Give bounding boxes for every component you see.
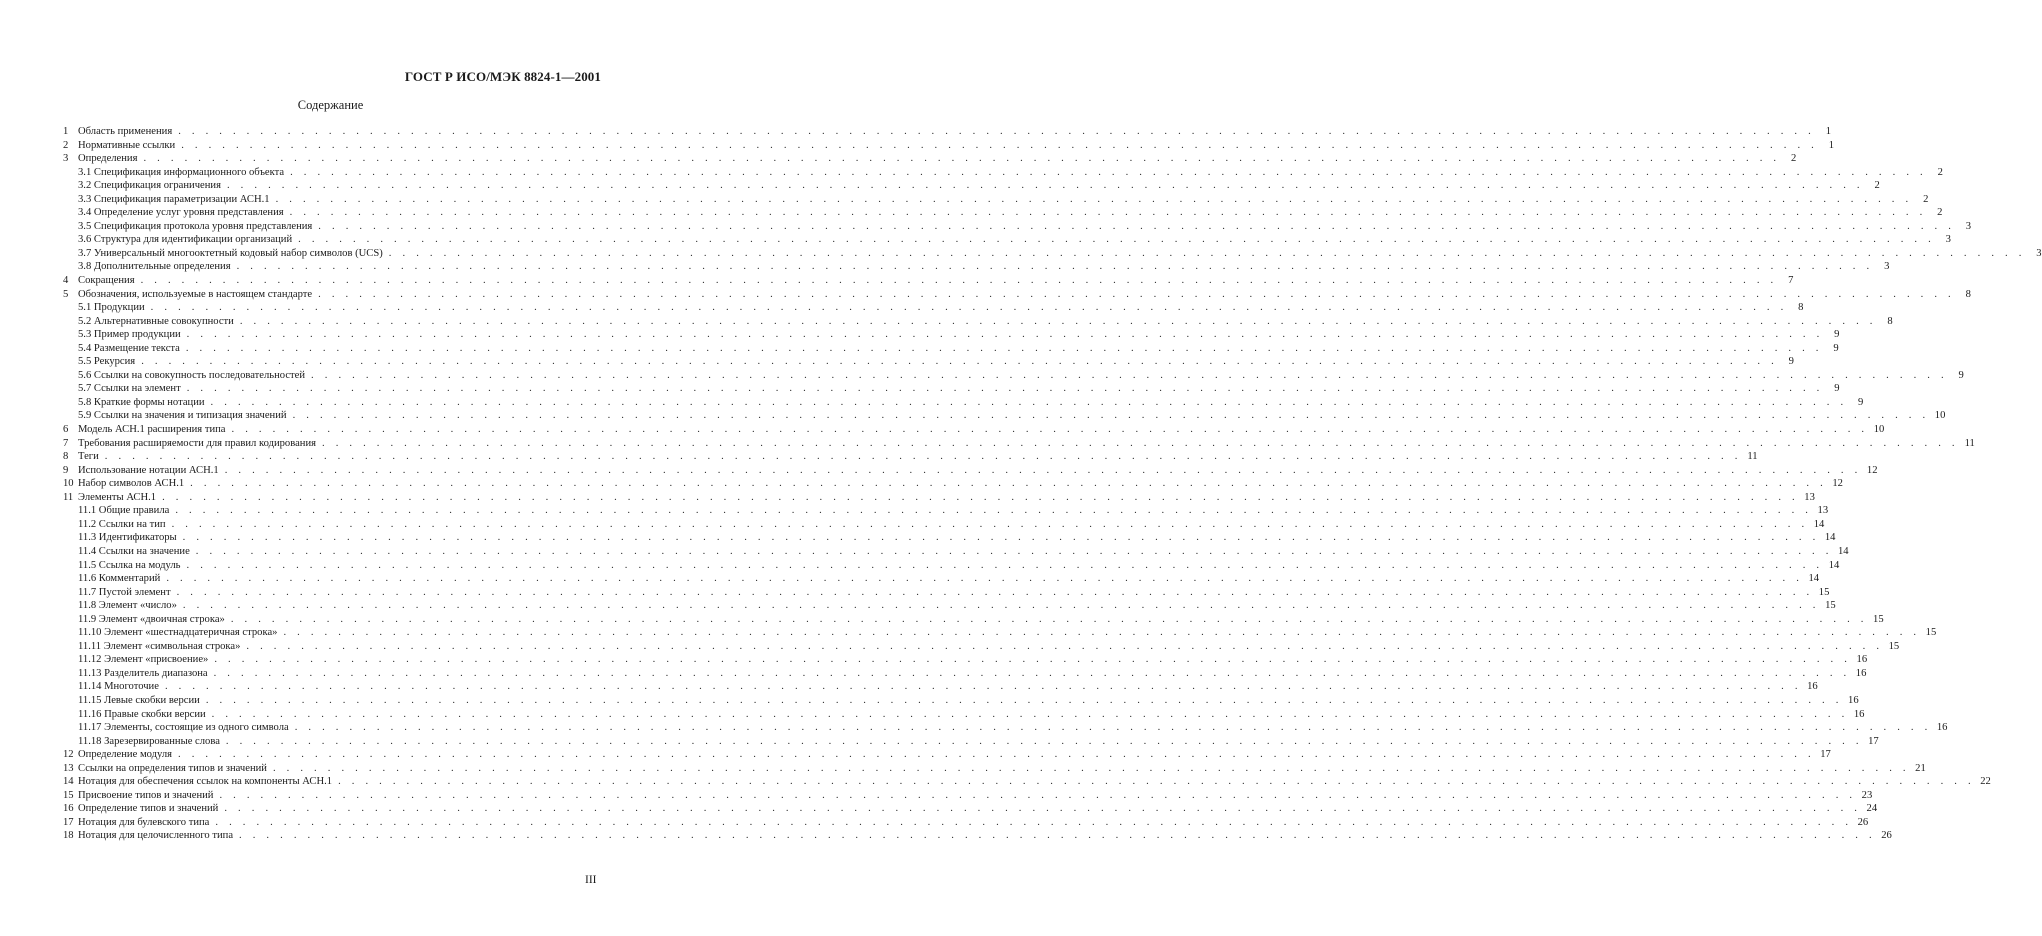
toc-entry-number: 16 [63,803,74,815]
toc-entry-page: 2 [1923,193,1929,205]
toc-entry-label: 11.4 Ссылки на значение [78,545,190,557]
toc-entry[interactable] [63,721,1948,735]
toc-entry-page: 3 [1965,220,1972,232]
toc-entry-page: 17 [1820,749,1831,761]
toc-entry[interactable] [63,667,1867,681]
dot-leader: . . . . . . . . . . . . . . . . . . . . . . . . . . . . . . . . . . . . . . . . . . . . . . . . . . . . . . . . . . . . . . . . . . . . . . . . . . . . . . . . . . . . . . . . . . . . . . . . . . . . . . . . . . . . . . . . . . . . . . . . [298,234,1935,246]
toc-entry-number: 7 [63,437,69,449]
dot-leader: . . . . . . . . . . . . . . . . . . . . . . . . . . . . . . . . . . . . . . . . . . . . . . . . . . . . . . . . . . . . . . . . . . . . . . . . . . . . . . . . . . . . . . . . . . . . . . . . . . . . . . . . . . . . . . . . . . . . . . . . [318,220,1956,232]
dot-leader: . . . . . . . . . . . . . . . . . . . . . . . . . . . . . . . . . . . . . . . . . . . . . . . . . . . . . . . . . . . . . . . . . . . . . . . . . . . . . . . . . . . . . . . . . . . . . . . . . . . . . . . . . . . . . . . . . . . . . . . . [182,532,1820,544]
dot-leader: . . . . . . . . . . . . . . . . . . . . . . . . . . . . . . . . . . . . . . . . . . . . . . . . . . . . . . . . . . . . . . . . . . . . . . . . . . . . . . . . . . . . . . . . . . . . . . . . . . . . . . . . . . . . . . . . . . . . . . . . [230,613,1868,625]
dot-leader: . . . . . . . . . . . . . . . . . . . . . . . . . . . . . . . . . . . . . . . . . . . . . . . . . . . . . . . . . . . . . . . . . . . . . . . . . . . . . . . . . . . . . . . . . . . . . . . . . . . . . . . . . . . . . . . . . . . . . . . . [186,559,1824,571]
dot-leader: . . . . . . . . . . . . . . . . . . . . . . . . . . . . . . . . . . . . . . . . . . . . . . . . . . . . . . . . . . . . . . . . . . . . . . . . . . . . . . . . . . . . . . . . . . . . . . . . . . . . . . . . . . . . . . . . . . . . . . . . [182,600,1820,612]
toc-entry[interactable] [63,599,1836,613]
toc-entry-page: 9 [1834,329,1840,341]
toc-entry-label: 11.3 Идентификаторы [78,532,177,544]
toc-entry[interactable] [63,125,1831,139]
toc-entry-label: 3.8 Дополнительные определения [78,261,231,273]
toc-entry-page: 16 [1848,694,1859,706]
toc-entry[interactable] [63,179,1880,193]
toc-entry-page: 17 [1868,735,1879,747]
toc-entry-label: 3.5 Спецификация протокола уровня представления [78,220,313,232]
toc-entry-label: 11.18 Зарезервированные слова [78,735,220,747]
dot-leader: . . . . . . . . . . . . . . . . . . . . . . . . . . . . . . . . . . . . . . . . . . . . . . . . . . . . . . . . . . . . . . . . . . . . . . . . . . . . . . . . . . . . . . . . . . . . . . . . . . . . . . . . . . . . . . . . . . . . . . . . [338,776,1975,788]
toc-entry-page: 11 [1747,451,1758,463]
toc-entry-label: 11.14 Многоточие [78,681,159,693]
dot-leader: . . . . . . . . . . . . . . . . . . . . . . . . . . . . . . . . . . . . . . . . . . . . . . . . . . . . . . . . . . . . . . . . . . . . . . . . . . . . . . . . . . . . . . . . . . . . . . . . . . . . . . . . . . . . . . . . . . . . . . . . [185,342,1823,354]
toc-entry-number: 18 [63,830,74,842]
toc-entry-page: 8 [1887,315,1893,327]
toc-entry[interactable] [63,396,1864,410]
toc-entry-label: 5.8 Краткие формы нотации [78,396,205,408]
dot-leader: . . . . . . . . . . . . . . . . . . . . . . . . . . . . . . . . . . . . . . . . . . . . . . . . . . . . . . . . . . . . . . . . . . . . . . . . . . . . . . . . . . . . . . . . . . . . . . . . . . . . . . . . . . . . . . . . . . . . . . . . [164,681,1802,693]
dot-leader: . . . . . . . . . . . . . . . . . . . . . . . . . . . . . . . . . . . . . . . . . . . . . . . . . . . . . . . . . . . . . . . . . . . . . . . . . . . . . . . . . . . . . . . . . . . . . . . . . . . . . . . . . . . . . . . . . . . . . . . . [213,667,1851,679]
dot-leader: . . . . . . . . . . . . . . . . . . . . . . . . . . . . . . . . . . . . . . . . . . . . . . . . . . . . . . . . . . . . . . . . . . . . . . . . . . . . . . . . . . . . . . . . . . . . . . . . . . . . . . . . . . . . . . . . . . . . . . . . [140,275,1778,287]
toc-entry-label: 11.15 Левые скобки версии [78,694,200,706]
toc-entry[interactable] [63,464,1878,478]
toc-entry[interactable] [63,220,1972,234]
dot-leader: . . . . . . . . . . . . . . . . . . . . . . . . . . . . . . . . . . . . . . . . . . . . . . . . . . . . . . . . . . . . . . . . . . . . . . . . . . . . . . . . . . . . . . . . . . . . . . . . . . . . . . . . . . . . . . . . . . . . . . . . [283,627,1921,639]
toc-entry[interactable] [63,775,1991,789]
toc-title: Содержание [297,98,364,112]
toc-entry-page: 12 [1832,478,1843,490]
toc-entry[interactable] [63,260,1890,274]
toc-entry-page: 2 [1874,180,1880,192]
toc-entry[interactable] [63,409,1946,423]
toc-entry-label: 5.6 Ссылки на совокупность последовательностей [78,369,306,381]
toc-entry[interactable] [63,802,1878,816]
toc-entry-label: 3.6 Структура для идентификации организаций [78,234,293,246]
toc-entry-page: 16 [1856,654,1868,666]
toc-entry-label: 11.7 Пустой элемент [78,586,171,598]
toc-entry-page: 8 [1965,288,1971,300]
toc-entry-number: 12 [63,749,74,761]
toc-entry-page: 15 [1825,600,1836,612]
toc-entry-page: 8 [1798,302,1804,314]
toc-entry-number: 9 [63,464,69,476]
toc-entry-page: 16 [1853,708,1865,720]
dot-leader: . . . . . . . . . . . . . . . . . . . . . . . . . . . . . . . . . . . . . . . . . . . . . . . . . . . . . . . . . . . . . . . . . . . . . . . . . . . . . . . . . . . . . . . . . . . . . . . . . . . . . . . . . . . . . . . . . . . . . . . . [150,302,1788,314]
toc-entry-page: 15 [1888,640,1900,652]
dot-leader: . . . . . . . . . . . . . . . . . . . . . . . . . . . . . . . . . . . . . . . . . . . . . . . . . . . . . . . . . . . . . . . . . . . . . . . . . . . . . . . . . . . . . . . . . . . . . . . . . . . . . . . . . . . . . . . . . . . . . . . . [231,424,1869,436]
toc-entry-label: Определение модуля [78,749,173,761]
toc-entry[interactable] [63,653,1868,667]
toc-entry[interactable] [63,586,1830,600]
dot-leader: . . . . . . . . . . . . . . . . . . . . . . . . . . . . . . . . . . . . . . . . . . . . . . . . . . . . . . . . . . . . . . . . . . . . . . . . . . . . . . . . . . . . . . . . . . . . . . . . . . . . . . . . . . . . . . . . . . . . . . . . [178,126,1815,137]
toc-entry-number: 8 [63,451,69,463]
dot-leader: . . . . . . . . . . . . . . . . . . . . . . . . . . . . . . . . . . . . . . . . . . . . . . . . . . . . . . . . . . . . . . . . . . . . . . . . . . . . . . . . . . . . . . . . . . . . . . . . . . . . . . . . . . . . . . . . . . . . . . . . [289,207,1927,219]
toc-entry-page: 9 [1858,396,1864,408]
toc-entry-label: Нотация для булевского типа [78,816,210,828]
toc-entry-page: 16 [1807,681,1818,693]
toc-entry-label: Теги [78,451,99,463]
dot-leader: . . . . . . . . . . . . . . . . . . . . . . . . . . . . . . . . . . . . . . . . . . . . . . . . . . . . . . . . . . . . . . . . . . . . . . . . . . . . . . . . . . . . . . . . . . . . . . . . . . . . . . . . . . . . . . . . . . . . . . . . [224,464,1862,476]
toc-entry-label: 5.4 Размещение текста [78,342,180,354]
toc-entry-label: 5.9 Ссылки на значения и типизация значений [78,410,287,422]
toc-entry[interactable] [63,518,1825,532]
dot-leader: . . . . . . . . . . . . . . . . . . . . . . . . . . . . . . . . . . . . . . . . . . . . . . . . . . . . . . . . . . . . . . . . . . . . . . . . . . . . . . . . . . . . . . . . . . . . . . . . . . . . . . . . . . . . . . . . . . . . . . . . [186,383,1824,395]
toc-entry[interactable] [63,748,1831,762]
toc-entry-label: 11.16 Правые скобки версии [78,708,206,720]
toc-entry-page: 22 [1980,776,1991,788]
toc-entry-number: 3 [63,153,69,165]
toc-entry-page: 14 [1837,545,1849,557]
toc-entry-label: Сокращения [78,275,135,287]
toc-entry-label: 11.11 Элемент «символьная строка» [78,640,241,652]
toc-entry[interactable] [63,626,1937,640]
toc-entry-page: 14 [1828,559,1840,571]
toc-entry[interactable] [63,531,1836,545]
toc-entry-number: 1 [63,126,69,137]
dot-leader: . . . . . . . . . . . . . . . . . . . . . . . . . . . . . . . . . . . . . . . . . . . . . . . . . . . . . . . . . . . . . . . . . . . . . . . . . . . . . . . . . . . . . . . . . . . . . . . . . . . . . . . . . . . . . . . . . . . . . . . . [272,762,1910,774]
table-of-contents [63,125,2042,843]
toc-entry-label: 11.12 Элемент «присвоение» [78,654,209,666]
toc-entry-number: 10 [63,478,74,490]
toc-entry[interactable] [63,504,1829,518]
toc-entry[interactable] [63,423,1885,437]
dot-leader: . . . . . . . . . . . . . . . . . . . . . . . . . . . . . . . . . . . . . . . . . . . . . . . . . . . . . . . . . . . . . . . . . . . . . . . . . . . . . . . . . . . . . . . . . . . . . . . . . . . . . . . . . . . . . . . . . . . . . . . . [311,369,1948,381]
toc-entry-number: 11 [63,491,74,503]
toc-entry-number: 17 [63,816,74,828]
dot-leader: . . . . . . . . . . . . . . . . . . . . . . . . . . . . . . . . . . . . . . . . . . . . . . . . . . . . . . . . . . . . . . . . . . . . . . . . . . . . . . . . . . . . . . . . . . . . . . . . . . . . . . . . . . . . . . . . . . . . . . . . [166,573,1804,585]
dot-leader: . . . . . . . . . . . . . . . . . . . . . . . . . . . . . . . . . . . . . . . . . . . . . . . . . . . . . . . . . . . . . . . . . . . . . . . . . . . . . . . . . . . . . . . . . . . . . . . . . . . . . . . . . . . . . . . . . . . . . . . . [290,166,1927,178]
dot-leader: . . . . . . . . . . . . . . . . . . . . . . . . . . . . . . . . . . . . . . . . . . . . . . . . . . . . . . . . . . . . . . . . . . . . . . . . . . . . . . . . . . . . . . . . . . . . . . . . . . . . . . . . . . . . . . . . . . . . . . . . [318,288,1955,300]
dot-leader: . . . . . . . . . . . . . . . . . . . . . . . . . . . . . . . . . . . . . . . . . . . . . . . . . . . . . . . . . . . . . . . . . . . . . . . . . . . . . . . . . . . . . . . . . . . . . . . . . . . . . . . . . . . . . . . . . . . . . . . . [275,193,1913,205]
dot-leader: . . . . . . . . . . . . . . . . . . . . . . . . . . . . . . . . . . . . . . . . . . . . . . . . . . . . . . . . . . . . . . . . . . . . . . . . . . . . . . . . . . . . . . . . . . . . . . . . . . . . . . . . . . . . . . . . . . . . . . . . [225,735,1863,747]
toc-entry[interactable] [63,477,1843,491]
toc-entry-page: 13 [1804,491,1815,503]
toc-entry-page: 7 [1788,275,1794,287]
toc-entry[interactable] [63,437,1975,451]
toc-entry-page: 21 [1915,762,1926,774]
toc-entry[interactable] [63,789,1873,803]
toc-entry-label: Использование нотации АСН.1 [78,464,219,476]
toc-entry-page: 1 [1828,139,1834,151]
toc-entry-number: 6 [63,424,69,436]
toc-entry[interactable] [63,274,1794,288]
toc-entry[interactable] [63,193,1929,207]
toc-entry-page: 15 [1818,586,1830,598]
toc-entry-page: 9 [1958,369,1964,381]
dot-leader: . . . . . . . . . . . . . . . . . . . . . . . . . . . . . . . . . . . . . . . . . . . . . . . . . . . . . . . . . . . . . . . . . . . . . . . . . . . . . . . . . . . . . . . . . . . . . . . . . . . . . . . . . . . . . . . . . . . . . . . . [215,816,1853,828]
dot-leader: . . . . . . . . . . . . . . . . . . . . . . . . . . . . . . . . . . . . . . . . . . . . . . . . . . . . . . . . . . . . . . . . . . . . . . . . . . . . . . . . . . . . . . . . . . . . . . . . . . . . . . . . . . . . . . . . . . . . . . . . [246,640,1884,652]
toc-entry-label: 5.5 Рекурсия [78,356,136,368]
toc-entry-label: 11.8 Элемент «число» [78,600,177,612]
toc-entry-number: 15 [63,789,74,801]
toc-entry-label: Нотация для целочисленного типа [78,830,234,842]
toc-entry[interactable] [63,762,1926,776]
toc-entry-label: 5.1 Продукции [78,302,145,314]
toc-entry-number: 2 [63,139,69,151]
toc-entry-page: 24 [1866,803,1878,815]
toc-entry-label: Присвоение типов и значений [78,789,214,801]
dot-leader: . . . . . . . . . . . . . . . . . . . . . . . . . . . . . . . . . . . . . . . . . . . . . . . . . . . . . . . . . . . . . . . . . . . . . . . . . . . . . . . . . . . . . . . . . . . . . . . . . . . . . . . . . . . . . . . . . . . . . . . . [175,505,1813,517]
toc-entry-page: 14 [1813,518,1825,530]
toc-entry-page: 3 [1884,261,1890,273]
dot-leader: . . . . . . . . . . . . . . . . . . . . . . . . . . . . . . . . . . . . . . . . . . . . . . . . . . . . . . . . . . . . . . . . . . . . . . . . . . . . . . . . . . . . . . . . . . . . . . . . . . . . . . . . . . . . . . . . . . . . . . . . [226,180,1864,192]
toc-entry[interactable] [63,640,1900,654]
toc-entry-label: Элементы АСН.1 [78,491,157,503]
toc-entry-label: Определение типов и значений [78,803,219,815]
toc-entry-label: 11.1 Общие правила [78,505,170,517]
dot-leader: . . . . . . . . . . . . . . . . . . . . . . . . . . . . . . . . . . . . . . . . . . . . . . . . . . . . . . . . . . . . . . . . . . . . . . . . . . . . . . . . . . . . . . . . . . . . . . . . . . . . . . . . . . . . . . . . . . . . . . . . [219,789,1857,801]
toc-entry-label: 3.7 Универсальный многооктетный кодовый набор символов (UCS) [78,247,383,259]
toc-entry-label: 3.2 Спецификация ограничения [78,180,221,192]
toc-entry-label: 3.4 Определение услуг уровня представления [78,207,284,219]
toc-entry-number: 13 [63,762,74,774]
page-number: III [585,874,597,886]
toc-entry-page: 16 [1855,667,1867,679]
toc-entry-label: 11.17 Элементы, состоящие из одного символа [78,722,289,734]
toc-entry-label: 11.5 Ссылка на модуль [78,559,181,571]
toc-entry-page: 16 [1936,722,1948,734]
toc-entry-page: 14 [1824,532,1836,544]
toc-entry[interactable] [63,559,1840,573]
toc-entry[interactable] [63,382,1840,396]
dot-leader: . . . . . . . . . . . . . . . . . . . . . . . . . . . . . . . . . . . . . . . . . . . . . . . . . . . . . . . . . . . . . . . . . . . . . . . . . . . . . . . . . . . . . . . . . . . . . . . . . . . . . . . . . . . . . . . . . . . . . . . . [239,830,1876,842]
toc-entry-page: 2 [1790,153,1797,165]
toc-entry-page: 3 [2036,247,2042,259]
dot-leader: . . . . . . . . . . . . . . . . . . . . . . . . . . . . . . . . . . . . . . . . . . . . . . . . . . . . . . . . . . . . . . . . . . . . . . . . . . . . . . . . . . . . . . . . . . . . . . . . . . . . . . . . . . . . . . . . . . . . . . . . [162,491,1799,503]
toc-entry[interactable] [63,613,1884,627]
toc-entry[interactable] [63,301,1804,315]
toc-entry-page: 12 [1866,464,1878,476]
toc-entry[interactable] [63,708,1865,722]
toc-entry-page: 26 [1881,830,1892,842]
dot-leader: . . . . . . . . . . . . . . . . . . . . . . . . . . . . . . . . . . . . . . . . . . . . . . . . . . . . . . . . . . . . . . . . . . . . . . . . . . . . . . . . . . . . . . . . . . . . . . . . . . . . . . . . . . . . . . . . . . . . . . . . [210,396,1848,408]
toc-entry-number: 14 [63,776,74,788]
dot-leader: . . . . . . . . . . . . . . . . . . . . . . . . . . . . . . . . . . . . . . . . . . . . . . . . . . . . . . . . . . . . . . . . . . . . . . . . . . . . . . . . . . . . . . . . . . . . . . . . . . . . . . . . . . . . . . . . . . . . . . . . [292,410,1930,422]
dot-leader: . . . . . . . . . . . . . . . . . . . . . . . . . . . . . . . . . . . . . . . . . . . . . . . . . . . . . . . . . . . . . . . . . . . . . . . . . . . . . . . . . . . . . . . . . . . . . . . . . . . . . . . . . . . . . . . . . . . . . . . . [104,451,1742,463]
toc-entry-label: 5.2 Альтернативные совокупности [78,315,234,327]
toc-entry-page: 1 [1825,126,1831,137]
toc-entry-page: 9 [1834,383,1840,395]
toc-entry-page: 14 [1808,573,1820,585]
toc-entry-page: 9 [1833,342,1839,354]
toc-entry[interactable] [63,735,1879,749]
toc-entry-number: 5 [63,288,69,300]
toc-entry[interactable] [63,342,1839,356]
toc-entry-label: Обозначения, используемые в настоящем стандарте [78,288,313,300]
toc-entry[interactable] [63,328,1840,342]
toc-entry-page: 15 [1873,613,1884,625]
toc-entry[interactable] [63,288,1971,302]
dot-leader: . . . . . . . . . . . . . . . . . . . . . . . . . . . . . . . . . . . . . . . . . . . . . . . . . . . . . . . . . . . . . . . . . . . . . . . . . . . . . . . . . . . . . . . . . . . . . . . . . . . . . . . . . . . . . . . . . . . . . . . . [190,478,1827,490]
dot-leader: . . . . . . . . . . . . . . . . . . . . . . . . . . . . . . . . . . . . . . . . . . . . . . . . . . . . . . . . . . . . . . . . . . . . . . . . . . . . . . . . . . . . . . . . . . . . . . . . . . . . . . . . . . . . . . . . . . . . . . . . [224,803,1862,815]
toc-entry-page: 9 [1788,356,1794,368]
dot-leader: . . . . . . . . . . . . . . . . . . . . . . . . . . . . . . . . . . . . . . . . . . . . . . . . . . . . . . . . . . . . . . . . . . . . . . . . . . . . . . . . . . . . . . . . . . . . . . . . . . . . . . . . . . . . . . . . . . . . . . . . [178,749,1815,761]
dot-leader: . . . . . . . . . . . . . . . . . . . . . . . . . . . . . . . . . . . . . . . . . . . . . . . . . . . . . . . . . . . . . . . . . . . . . . . . . . . . . . . . . . . . . . . . . . . . . . . . . . . . . . . . . . . . . . . . . . . . . . . . [141,356,1778,368]
dot-leader: . . . . . . . . . . . . . . . . . . . . . . . . . . . . . . . . . . . . . . . . . . . . . . . . . . . . . . . . . . . . . . . . . . . . . . . . . . . . . . . . . . . . . . . . . . . . . . . . . . . . . . . . . . . . . . . . . . . . . . . . [205,694,1843,706]
toc-entry[interactable] [63,369,1964,383]
dot-leader: . . . . . . . . . . . . . . . . . . . . . . . . . . . . . . . . . . . . . . . . . . . . . . . . . . . . . . . . . . . . . . . . . . . . . . . . . . . . . . . . . . . . . . . . . . . . . . . . . . . . . . . . . . . . . . . . . . . . . . . . [195,545,1833,557]
toc-entry-label: Определения [78,153,138,165]
toc-entry[interactable] [63,315,1893,329]
dot-leader: . . . . . . . . . . . . . . . . . . . . . . . . . . . . . . . . . . . . . . . . . . . . . . . . . . . . . . . . . . . . . . . . . . . . . . . . . . . . . . . . . . . . . . . . . . . . . . . . . . . . . . . . . . . . . . . . . . . . . . . . [214,654,1852,666]
toc-entry-label: 11.6 Комментарий [78,573,161,585]
toc-entry-page: 10 [1934,410,1946,422]
toc-entry[interactable] [63,816,1869,830]
toc-entry-label: Нормативные ссылки [78,139,176,151]
dot-leader: . . . . . . . . . . . . . . . . . . . . . . . . . . . . . . . . . . . . . . . . . . . . . . . . . . . . . . . . . . . . . . . . . . . . . . . . . . . . . . . . . . . . . . . . . . . . . . . . . . . . . . . . . . . . . . . . . . . . . . . . [239,315,1877,327]
toc-entry[interactable] [63,139,1834,153]
toc-entry-page: 11 [1964,437,1975,449]
toc-entry[interactable] [63,572,1820,586]
toc-entry-label: 3.3 Спецификация параметризации АСН.1 [78,193,270,205]
toc-entry[interactable] [63,247,2042,261]
dot-leader: . . . . . . . . . . . . . . . . . . . . . . . . . . . . . . . . . . . . . . . . . . . . . . . . . . . . . . . . . . . . . . . . . . . . . . . . . . . . . . . . . . . . . . . . . . . . . . . . . . . . . . . . . . . . . . . . . . . . . . . . [236,261,1874,273]
toc-entry[interactable] [63,206,1943,220]
toc-entry[interactable] [63,491,1815,505]
toc-entry-page: 15 [1925,627,1937,639]
toc-entry[interactable] [63,233,1951,247]
toc-entry[interactable] [63,355,1794,369]
toc-entry[interactable] [63,152,1797,166]
toc-entry[interactable] [63,450,1758,464]
toc-entry[interactable] [63,545,1849,559]
toc-entry[interactable] [63,829,1892,843]
dot-leader: . . . . . . . . . . . . . . . . . . . . . . . . . . . . . . . . . . . . . . . . . . . . . . . . . . . . . . . . . . . . . . . . . . . . . . . . . . . . . . . . . . . . . . . . . . . . . . . . . . . . . . . . . . . . . . . . . . . . . . . . [322,437,1959,449]
toc-entry[interactable] [63,694,1859,708]
dot-leader: . . . . . . . . . . . . . . . . . . . . . . . . . . . . . . . . . . . . . . . . . . . . . . . . . . . . . . . . . . . . . . . . . . . . . . . . . . . . . . . . . . . . . . . . . . . . . . . . . . . . . . . . . . . . . . . . . . . . . . . . [143,153,1781,165]
toc-entry-label: 11.10 Элемент «шестнадцатеричная строка» [78,627,278,639]
toc-entry-page: 13 [1817,505,1829,517]
toc-entry[interactable] [63,166,1943,180]
dot-leader: . . . . . . . . . . . . . . . . . . . . . . . . . . . . . . . . . . . . . . . . . . . . . . . . . . . . . . . . . . . . . . . . . . . . . . . . . . . . . . . . . . . . . . . . . . . . . . . . . . . . . . . . . . . . . . . . . . . . . . . . [186,329,1824,341]
dot-leader: . . . . . . . . . . . . . . . . . . . . . . . . . . . . . . . . . . . . . . . . . . . . . . . . . . . . . . . . . . . . . . . . . . . . . . . . . . . . . . . . . . . . . . . . . . . . . . . . . . . . . . . . . . . . . . . . . . . . . . . . [176,586,1814,598]
toc-entry-number: 4 [63,275,69,287]
toc-entry-label: 5.7 Ссылки на элемент [78,383,181,395]
toc-entry-page: 3 [1945,234,1951,246]
dot-leader: . . . . . . . . . . . . . . . . . . . . . . . . . . . . . . . . . . . . . . . . . . . . . . . . . . . . . . . . . . . . . . . . . . . . . . . . . . . . . . . . . . . . . . . . . . . . . . . . . . . . . . . . . . . . . . . . . . . . . . . . [181,139,1818,151]
dot-leader: . . . . . . . . . . . . . . . . . . . . . . . . . . . . . . . . . . . . . . . . . . . . . . . . . . . . . . . . . . . . . . . . . . . . . . . . . . . . . . . . . . . . . . . . . . . . . . . . . . . . . . . . . . . . . . . . . . . . . . . . [171,518,1809,530]
standard-id: ГОСТ Р ИСО/МЭК 8824-1—2001 [404,69,601,84]
dot-leader: . . . . . . . . . . . . . . . . . . . . . . . . . . . . . . . . . . . . . . . . . . . . . . . . . . . . . . . . . . . . . . . . . . . . . . . . . . . . . . . . . . . . . . . . . . . . . . . . . . . . . . . . . . . . . . . . . . . . . . . . [388,247,2026,259]
toc-entry-label: 11.13 Разделитель диапазона [78,667,208,679]
toc-entry-page: 2 [1937,166,1943,178]
toc-entry-label: Область применения [78,126,173,137]
toc-entry-label: Модель АСН.1 расширения типа [78,424,226,436]
toc-entry-label: Нотация для обеспечения ссылок на компоненты АСН.1 [78,776,333,788]
toc-entry-label: 11.9 Элемент «двоичная строка» [78,613,225,625]
toc-entry-label: Набор символов АСН.1 [78,478,185,490]
toc-entry-page: 23 [1861,789,1873,801]
dot-leader: . . . . . . . . . . . . . . . . . . . . . . . . . . . . . . . . . . . . . . . . . . . . . . . . . . . . . . . . . . . . . . . . . . . . . . . . . . . . . . . . . . . . . . . . . . . . . . . . . . . . . . . . . . . . . . . . . . . . . . . . [294,722,1932,734]
toc-entry-label: 5.3 Пример продукции [78,329,181,341]
toc-entry-page: 26 [1857,816,1869,828]
toc-entry-label: 11.2 Ссылки на тип [78,518,166,530]
toc-entry-label: 3.1 Спецификация информационного объекта [78,166,285,178]
toc-entry-page: 2 [1937,207,1943,219]
toc-entry[interactable] [63,680,1818,694]
toc-entry-page: 10 [1873,424,1885,436]
toc-entry-label: Ссылки на определения типов и значений [78,762,267,774]
dot-leader: . . . . . . . . . . . . . . . . . . . . . . . . . . . . . . . . . . . . . . . . . . . . . . . . . . . . . . . . . . . . . . . . . . . . . . . . . . . . . . . . . . . . . . . . . . . . . . . . . . . . . . . . . . . . . . . . . . . . . . . . [211,708,1849,720]
toc-entry-label: Требования расширяемости для правил кодирования [78,437,316,449]
